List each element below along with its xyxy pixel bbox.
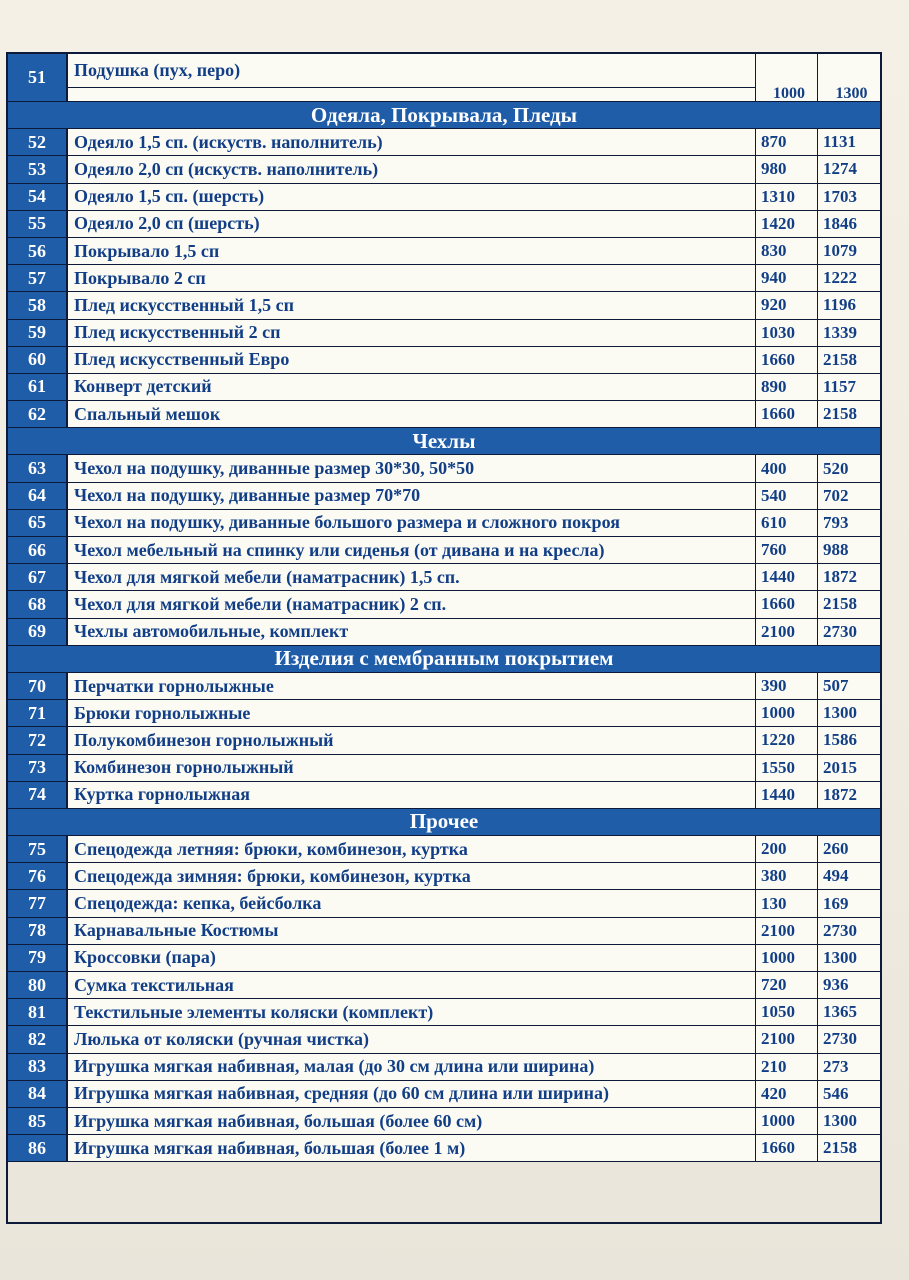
row-number: 80 xyxy=(8,972,68,998)
price-2: 2158 xyxy=(818,1135,880,1161)
price-1: 1660 xyxy=(756,401,818,427)
price-1: 1030 xyxy=(756,320,818,346)
item-name: Игрушка мягкая набивная, малая (до 30 см длина или ширина) xyxy=(68,1054,756,1080)
row-number: 71 xyxy=(8,700,68,726)
item-name: Чехлы автомобильные, комплект xyxy=(68,619,756,645)
table-row xyxy=(8,591,880,618)
row-number: 82 xyxy=(8,1026,68,1052)
row-number: 62 xyxy=(8,401,68,427)
price-2: 793 xyxy=(818,510,880,536)
price-2: 1222 xyxy=(818,265,880,291)
table-row xyxy=(8,265,880,292)
row-number: 74 xyxy=(8,782,68,808)
table-row xyxy=(8,782,880,809)
price-2: 1274 xyxy=(818,156,880,182)
item-name: Покрывало 1,5 сп xyxy=(68,238,756,264)
price-1: 980 xyxy=(756,156,818,182)
table-row xyxy=(8,129,880,156)
row-number: 78 xyxy=(8,918,68,944)
item-name: Одеяло 1,5 сп. (искуств. наполнитель) xyxy=(68,129,756,155)
table-row xyxy=(8,945,880,972)
row-number: 58 xyxy=(8,292,68,318)
table-row xyxy=(8,292,880,319)
price-1: 380 xyxy=(756,863,818,889)
table-row xyxy=(8,401,880,428)
table-row xyxy=(8,1026,880,1053)
table-row xyxy=(8,972,880,999)
price-1: 1660 xyxy=(756,347,818,373)
price-1: 1310 xyxy=(756,184,818,210)
row-number: 60 xyxy=(8,347,68,373)
price-2: 1079 xyxy=(818,238,880,264)
price-1: 1550 xyxy=(756,755,818,781)
price-1: 870 xyxy=(756,129,818,155)
item-name: Люлька от коляски (ручная чистка) xyxy=(68,1026,756,1052)
price-2: 520 xyxy=(818,455,880,481)
price-1: 1220 xyxy=(756,727,818,753)
section-header: Чехлы xyxy=(8,428,880,455)
table-row xyxy=(8,755,880,782)
price-1: 210 xyxy=(756,1054,818,1080)
item-name: Подушка (пух, перо) xyxy=(68,54,755,88)
item-name: Игрушка мягкая набивная, большая (более 60 см) xyxy=(68,1108,756,1134)
item-name: Сумка текстильная xyxy=(68,972,756,998)
price-2: 2158 xyxy=(818,347,880,373)
item-name: Комбинезон горнолыжный xyxy=(68,755,756,781)
price-2: 702 xyxy=(818,483,880,509)
price-2: 273 xyxy=(818,1054,880,1080)
table-row xyxy=(8,564,880,591)
price-2: 2158 xyxy=(818,401,880,427)
item-name: Спецодежда зимняя: брюки, комбинезон, куртка xyxy=(68,863,756,889)
row-number: 68 xyxy=(8,591,68,617)
table-row xyxy=(8,918,880,945)
price-1: 540 xyxy=(756,483,818,509)
price-1: 1660 xyxy=(756,591,818,617)
price-1: 1050 xyxy=(756,999,818,1025)
table-row xyxy=(8,156,880,183)
price-2: 1872 xyxy=(818,782,880,808)
item-name: Текстильные элементы коляски (комплект) xyxy=(68,999,756,1025)
item-name: Игрушка мягкая набивная, большая (более 1 м) xyxy=(68,1135,756,1161)
sections xyxy=(8,102,880,1162)
price-2-cell xyxy=(818,54,880,101)
price-2: 2730 xyxy=(818,918,880,944)
price-1: 720 xyxy=(756,972,818,998)
table-row xyxy=(8,184,880,211)
price-2: 1365 xyxy=(818,999,880,1025)
row-number: 57 xyxy=(8,265,68,291)
price-1: 1420 xyxy=(756,211,818,237)
item-name: Одеяло 2,0 сп (шерсть) xyxy=(68,211,756,237)
price-1: 1440 xyxy=(756,564,818,590)
section-header: Одеяла, Покрывала, Пледы xyxy=(8,102,880,129)
price-2: 2730 xyxy=(818,619,880,645)
item-name: Полукомбинезон горнолыжный xyxy=(68,727,756,753)
price-1: 890 xyxy=(756,374,818,400)
price-1: 390 xyxy=(756,673,818,699)
row-number: 77 xyxy=(8,890,68,916)
price-1: 940 xyxy=(756,265,818,291)
price-1: 760 xyxy=(756,537,818,563)
row-number: 70 xyxy=(8,673,68,699)
table-row xyxy=(8,455,880,482)
price-2: 1586 xyxy=(818,727,880,753)
price-2: 1157 xyxy=(818,374,880,400)
row-number: 55 xyxy=(8,211,68,237)
table-row xyxy=(8,727,880,754)
price-table xyxy=(8,54,880,1162)
price-1: 1660 xyxy=(756,1135,818,1161)
table-row xyxy=(8,1108,880,1135)
row-number: 56 xyxy=(8,238,68,264)
row-number: 65 xyxy=(8,510,68,536)
table-row xyxy=(8,238,880,265)
price-2: 546 xyxy=(818,1081,880,1107)
table-row xyxy=(8,510,880,537)
row-number: 53 xyxy=(8,156,68,182)
row-number: 84 xyxy=(8,1081,68,1107)
price-2: 260 xyxy=(818,836,880,862)
item-name-cell xyxy=(68,54,756,101)
price-1: 920 xyxy=(756,292,818,318)
table-row xyxy=(8,1135,880,1162)
price-2: 988 xyxy=(818,537,880,563)
row-number: 79 xyxy=(8,945,68,971)
item-name: Игрушка мягкая набивная, средняя (до 60 см длина или ширина) xyxy=(68,1081,756,1107)
item-name: Покрывало 2 сп xyxy=(68,265,756,291)
price-1-cell xyxy=(756,54,818,101)
row-number: 54 xyxy=(8,184,68,210)
item-name: Брюки горнолыжные xyxy=(68,700,756,726)
item-name: Перчатки горнолыжные xyxy=(68,673,756,699)
table-row xyxy=(8,836,880,863)
price-2: 2158 xyxy=(818,591,880,617)
item-name: Чехол на подушку, диванные большого размера и сложного покроя xyxy=(68,510,756,536)
item-name: Чехол для мягкой мебели (наматрасник) 2 сп. xyxy=(68,591,756,617)
price-2: 169 xyxy=(818,890,880,916)
table-row xyxy=(8,673,880,700)
item-name: Карнавальные Костюмы xyxy=(68,918,756,944)
price-1: 400 xyxy=(756,455,818,481)
row-number: 67 xyxy=(8,564,68,590)
price-1: 2100 xyxy=(756,619,818,645)
row-number: 59 xyxy=(8,320,68,346)
item-name: Кроссовки (пара) xyxy=(68,945,756,971)
table-row xyxy=(8,347,880,374)
price-1: 2100 xyxy=(756,1026,818,1052)
section-header: Прочее xyxy=(8,809,880,836)
table-row xyxy=(8,1081,880,1108)
price-2: 1872 xyxy=(818,564,880,590)
row-number: 76 xyxy=(8,863,68,889)
price-2: 1300 xyxy=(818,700,880,726)
item-name: Спецодежда летняя: брюки, комбинезон, куртка xyxy=(68,836,756,862)
row-number: 63 xyxy=(8,455,68,481)
price-1: 1000 xyxy=(756,945,818,971)
price-2: 1846 xyxy=(818,211,880,237)
row-number: 86 xyxy=(8,1135,68,1161)
table-row xyxy=(8,483,880,510)
price-2: 507 xyxy=(818,673,880,699)
item-name: Конверт детский xyxy=(68,374,756,400)
price-1: 610 xyxy=(756,510,818,536)
item-name: Чехол на подушку, диванные размер 30*30, 50*50 xyxy=(68,455,756,481)
section-header: Изделия с мембранным покрытием xyxy=(8,646,880,673)
row-number: 52 xyxy=(8,129,68,155)
price-2: 1300 xyxy=(818,1108,880,1134)
price-2: 1300 xyxy=(818,945,880,971)
row-number: 61 xyxy=(8,374,68,400)
price-2: 494 xyxy=(818,863,880,889)
price-2: 2730 xyxy=(818,1026,880,1052)
price-2: 2015 xyxy=(818,755,880,781)
row-number: 72 xyxy=(8,727,68,753)
price-1: 1440 xyxy=(756,782,818,808)
row-number: 75 xyxy=(8,836,68,862)
price-2: 936 xyxy=(818,972,880,998)
table-row xyxy=(8,999,880,1026)
price-2: 1131 xyxy=(818,129,880,155)
table-row xyxy=(8,537,880,564)
price-1: 1000 xyxy=(756,700,818,726)
table-row xyxy=(8,890,880,917)
price-1: 1000 xyxy=(773,85,805,102)
table-row xyxy=(8,700,880,727)
item-name: Спецодежда: кепка, бейсболка xyxy=(68,890,756,916)
table-row xyxy=(8,374,880,401)
item-name: Чехол на подушку, диванные размер 70*70 xyxy=(68,483,756,509)
item-name: Одеяло 2,0 сп (искуств. наполнитель) xyxy=(68,156,756,182)
row-number: 73 xyxy=(8,755,68,781)
row-number: 64 xyxy=(8,483,68,509)
price-1: 420 xyxy=(756,1081,818,1107)
item-name: Спальный мешок xyxy=(68,401,756,427)
price-2: 1703 xyxy=(818,184,880,210)
row-number: 66 xyxy=(8,537,68,563)
price-1: 130 xyxy=(756,890,818,916)
item-name: Куртка горнолыжная xyxy=(68,782,756,808)
price-1: 830 xyxy=(756,238,818,264)
row-number: 51 xyxy=(8,54,68,101)
table-row xyxy=(8,54,880,102)
price-2: 1196 xyxy=(818,292,880,318)
item-name: Плед искусственный Евро xyxy=(68,347,756,373)
row-number: 83 xyxy=(8,1054,68,1080)
item-name: Одеяло 1,5 сп. (шерсть) xyxy=(68,184,756,210)
table-row xyxy=(8,1054,880,1081)
item-name: Плед искусственный 2 сп xyxy=(68,320,756,346)
table-row xyxy=(8,320,880,347)
row-number: 69 xyxy=(8,619,68,645)
price-1: 2100 xyxy=(756,918,818,944)
item-name: Плед искусственный 1,5 сп xyxy=(68,292,756,318)
table-row xyxy=(8,863,880,890)
price-1: 1000 xyxy=(756,1108,818,1134)
table-row xyxy=(8,211,880,238)
row-number: 85 xyxy=(8,1108,68,1134)
price-2: 1339 xyxy=(818,320,880,346)
item-name: Чехол мебельный на спинку или сиденья (от дивана и на кресла) xyxy=(68,537,756,563)
row-number: 81 xyxy=(8,999,68,1025)
table-row xyxy=(8,619,880,646)
item-name: Чехол для мягкой мебели (наматрасник) 1,5 сп. xyxy=(68,564,756,590)
price-2: 1300 xyxy=(835,85,868,102)
price-1: 200 xyxy=(756,836,818,862)
